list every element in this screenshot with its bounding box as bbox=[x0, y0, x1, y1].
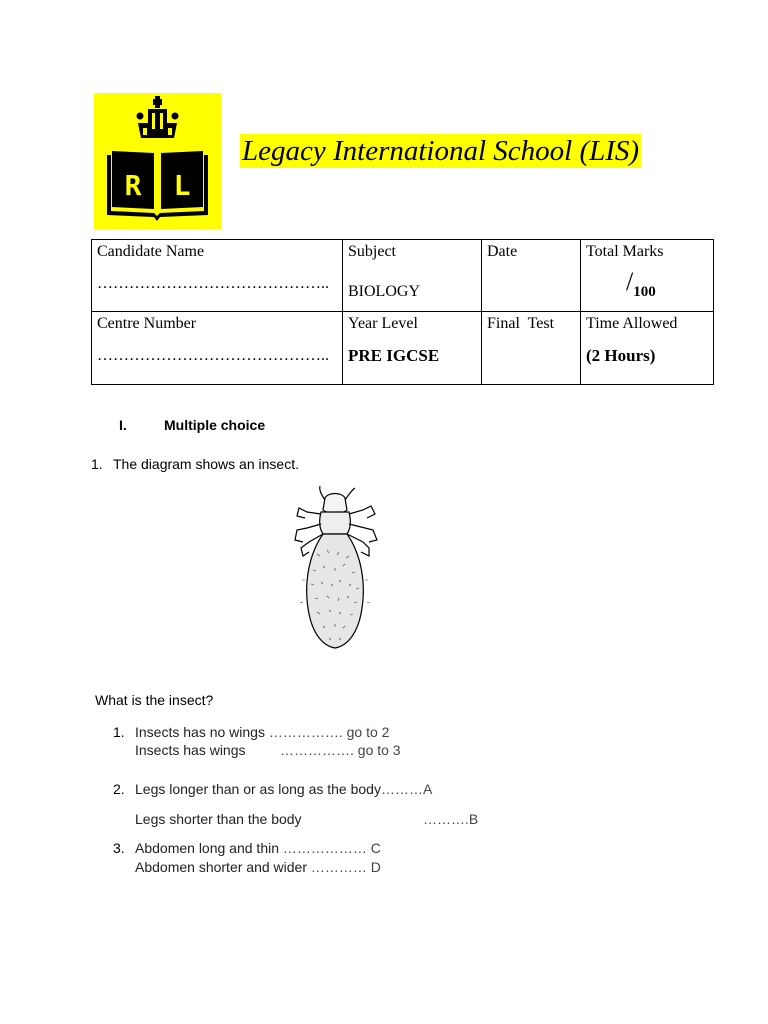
key-number-2: 2. bbox=[113, 781, 125, 797]
key-line-1b bbox=[135, 741, 401, 759]
key-line-2b bbox=[135, 810, 479, 828]
key-dots-2a: ………A bbox=[380, 781, 433, 797]
key-dots-3a: ……………… C bbox=[279, 840, 381, 856]
marks-total: 100 bbox=[633, 284, 656, 300]
year-level-label: Year Level bbox=[348, 315, 418, 332]
key-dots-3b: ………… D bbox=[307, 859, 381, 875]
candidate-info-table bbox=[91, 239, 714, 385]
key-line-1a bbox=[113, 723, 390, 741]
candidate-name-label: Candidate Name bbox=[97, 243, 205, 260]
test-type-cell bbox=[482, 312, 581, 385]
crown-book-logo-icon bbox=[94, 93, 221, 229]
time-allowed-label: Time Allowed bbox=[586, 315, 678, 332]
svg-text:L: L bbox=[173, 169, 191, 202]
time-allowed-value: (2 Hours) bbox=[586, 346, 656, 365]
key-number-3: 3. bbox=[113, 840, 125, 856]
centre-number-label: Centre Number bbox=[97, 315, 197, 332]
time-allowed-cell bbox=[581, 312, 714, 385]
louse-insect-icon bbox=[283, 484, 387, 650]
key-dots-2b: ……….B bbox=[423, 811, 479, 827]
total-marks-label: Total Marks bbox=[586, 243, 664, 260]
subject-label: Subject bbox=[348, 243, 396, 260]
key-text-3a: Abdomen long and thin bbox=[135, 840, 279, 856]
centre-number-field[interactable]: …………………………………….. bbox=[97, 347, 329, 364]
question-number: 1. bbox=[91, 456, 103, 472]
key-dots-1b: ……………. go to 3 bbox=[280, 742, 401, 758]
subject-value: BIOLOGY bbox=[348, 283, 420, 300]
section-number: I. bbox=[119, 417, 127, 433]
marks-slash: / bbox=[626, 267, 634, 296]
section-title: Multiple choice bbox=[164, 417, 266, 433]
year-level-value: PRE IGCSE bbox=[348, 346, 440, 365]
candidate-name-field[interactable]: …………………………………….. bbox=[97, 275, 329, 292]
key-text-1a: Insects has no wings bbox=[135, 724, 265, 740]
question-text: The diagram shows an insect. bbox=[113, 456, 299, 472]
key-text-1b: Insects has wings bbox=[135, 742, 246, 758]
key-number-1: 1. bbox=[113, 724, 125, 740]
centre-number-cell[interactable] bbox=[92, 312, 343, 385]
insect-question: What is the insect? bbox=[95, 692, 214, 708]
date-cell[interactable] bbox=[482, 240, 581, 312]
svg-text:R: R bbox=[124, 169, 142, 202]
key-text-2b: Legs shorter than the body bbox=[135, 811, 302, 827]
key-line-2a bbox=[113, 780, 433, 798]
date-label: Date bbox=[487, 243, 518, 260]
key-line-3b bbox=[135, 858, 381, 876]
key-text-3b: Abdomen shorter and wider bbox=[135, 859, 307, 875]
key-dots-1a: ……………. go to 2 bbox=[264, 724, 390, 740]
key-line-3a bbox=[113, 839, 381, 857]
key-text-2a: Legs longer than or as long as the body bbox=[135, 781, 381, 797]
year-level-cell bbox=[343, 312, 482, 385]
total-marks-cell bbox=[581, 240, 714, 312]
school-name: Legacy International School (LIS) bbox=[242, 135, 640, 167]
total-marks-value bbox=[586, 267, 708, 300]
candidate-name-cell[interactable] bbox=[92, 240, 343, 312]
test-type-label: Final Test bbox=[487, 315, 555, 332]
school-logo bbox=[94, 93, 221, 229]
subject-cell bbox=[343, 240, 482, 312]
